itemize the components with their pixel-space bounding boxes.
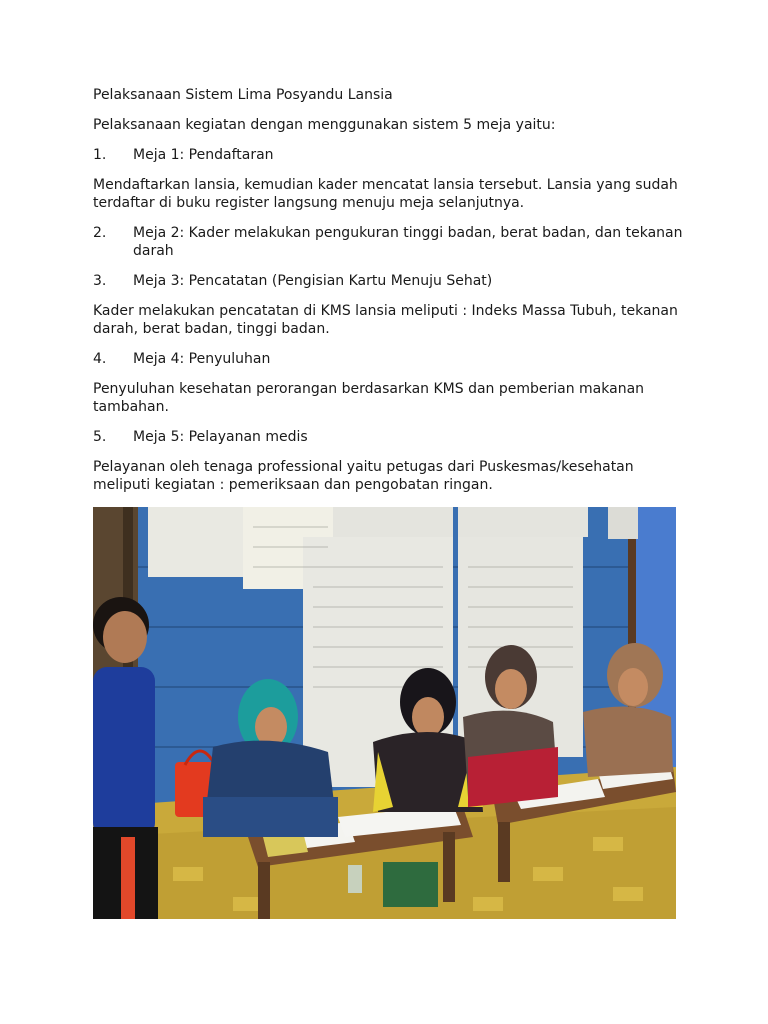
- list-label: Meja 4: Penyuluhan: [133, 351, 271, 367]
- intro-paragraph: Pelaksanaan kegiatan dengan menggunakan sistem 5 meja yaitu:: [93, 117, 556, 133]
- document-title: Pelaksanaan Sistem Lima Posyandu Lansia: [93, 87, 393, 103]
- document-body: [93, 86, 693, 506]
- list-item-4: [93, 350, 693, 368]
- list-label: Meja 3: Pencatatan (Pengisian Kartu Menuju Sehat): [133, 273, 493, 289]
- list-number: 3.: [93, 273, 107, 289]
- list-item-3: [93, 272, 693, 290]
- list-label: Meja 5: Pelayanan medis: [133, 429, 308, 445]
- list-number: 5.: [93, 429, 107, 445]
- list-item-2: [93, 224, 693, 260]
- list-description-3: Kader melakukan pencatatan di KMS lansia meliputi : Indeks Massa Tubuh, tekanan darah, berat badan, tinggi badan.: [93, 303, 678, 337]
- list-number: 2.: [93, 225, 107, 241]
- photo-illustration: [93, 507, 676, 919]
- list-number: 4.: [93, 351, 107, 367]
- list-description-5: Pelayanan oleh tenaga professional yaitu petugas dari Puskesmas/kesehatan meliputi kegiatan : pemeriksaan dan pengobatan ringan.: [93, 459, 634, 493]
- list-label: Meja 2: Kader melakukan pengukuran tinggi badan, berat badan, dan tekanan darah: [133, 225, 683, 259]
- list-item-5: [93, 428, 693, 446]
- list-description-4: Penyuluhan kesehatan perorangan berdasarkan KMS dan pemberian makanan tambahan.: [93, 381, 645, 415]
- list-item-1: [93, 146, 693, 164]
- list-description-1: Mendaftarkan lansia, kemudian kader mencatat lansia tersebut. Lansia yang sudah terdaftar di buku register langsung menuju meja selanjutnya.: [93, 177, 678, 211]
- list-number: 1.: [93, 147, 107, 163]
- posyandu-photo: [93, 507, 676, 919]
- list-label: Meja 1: Pendaftaran: [133, 147, 274, 163]
